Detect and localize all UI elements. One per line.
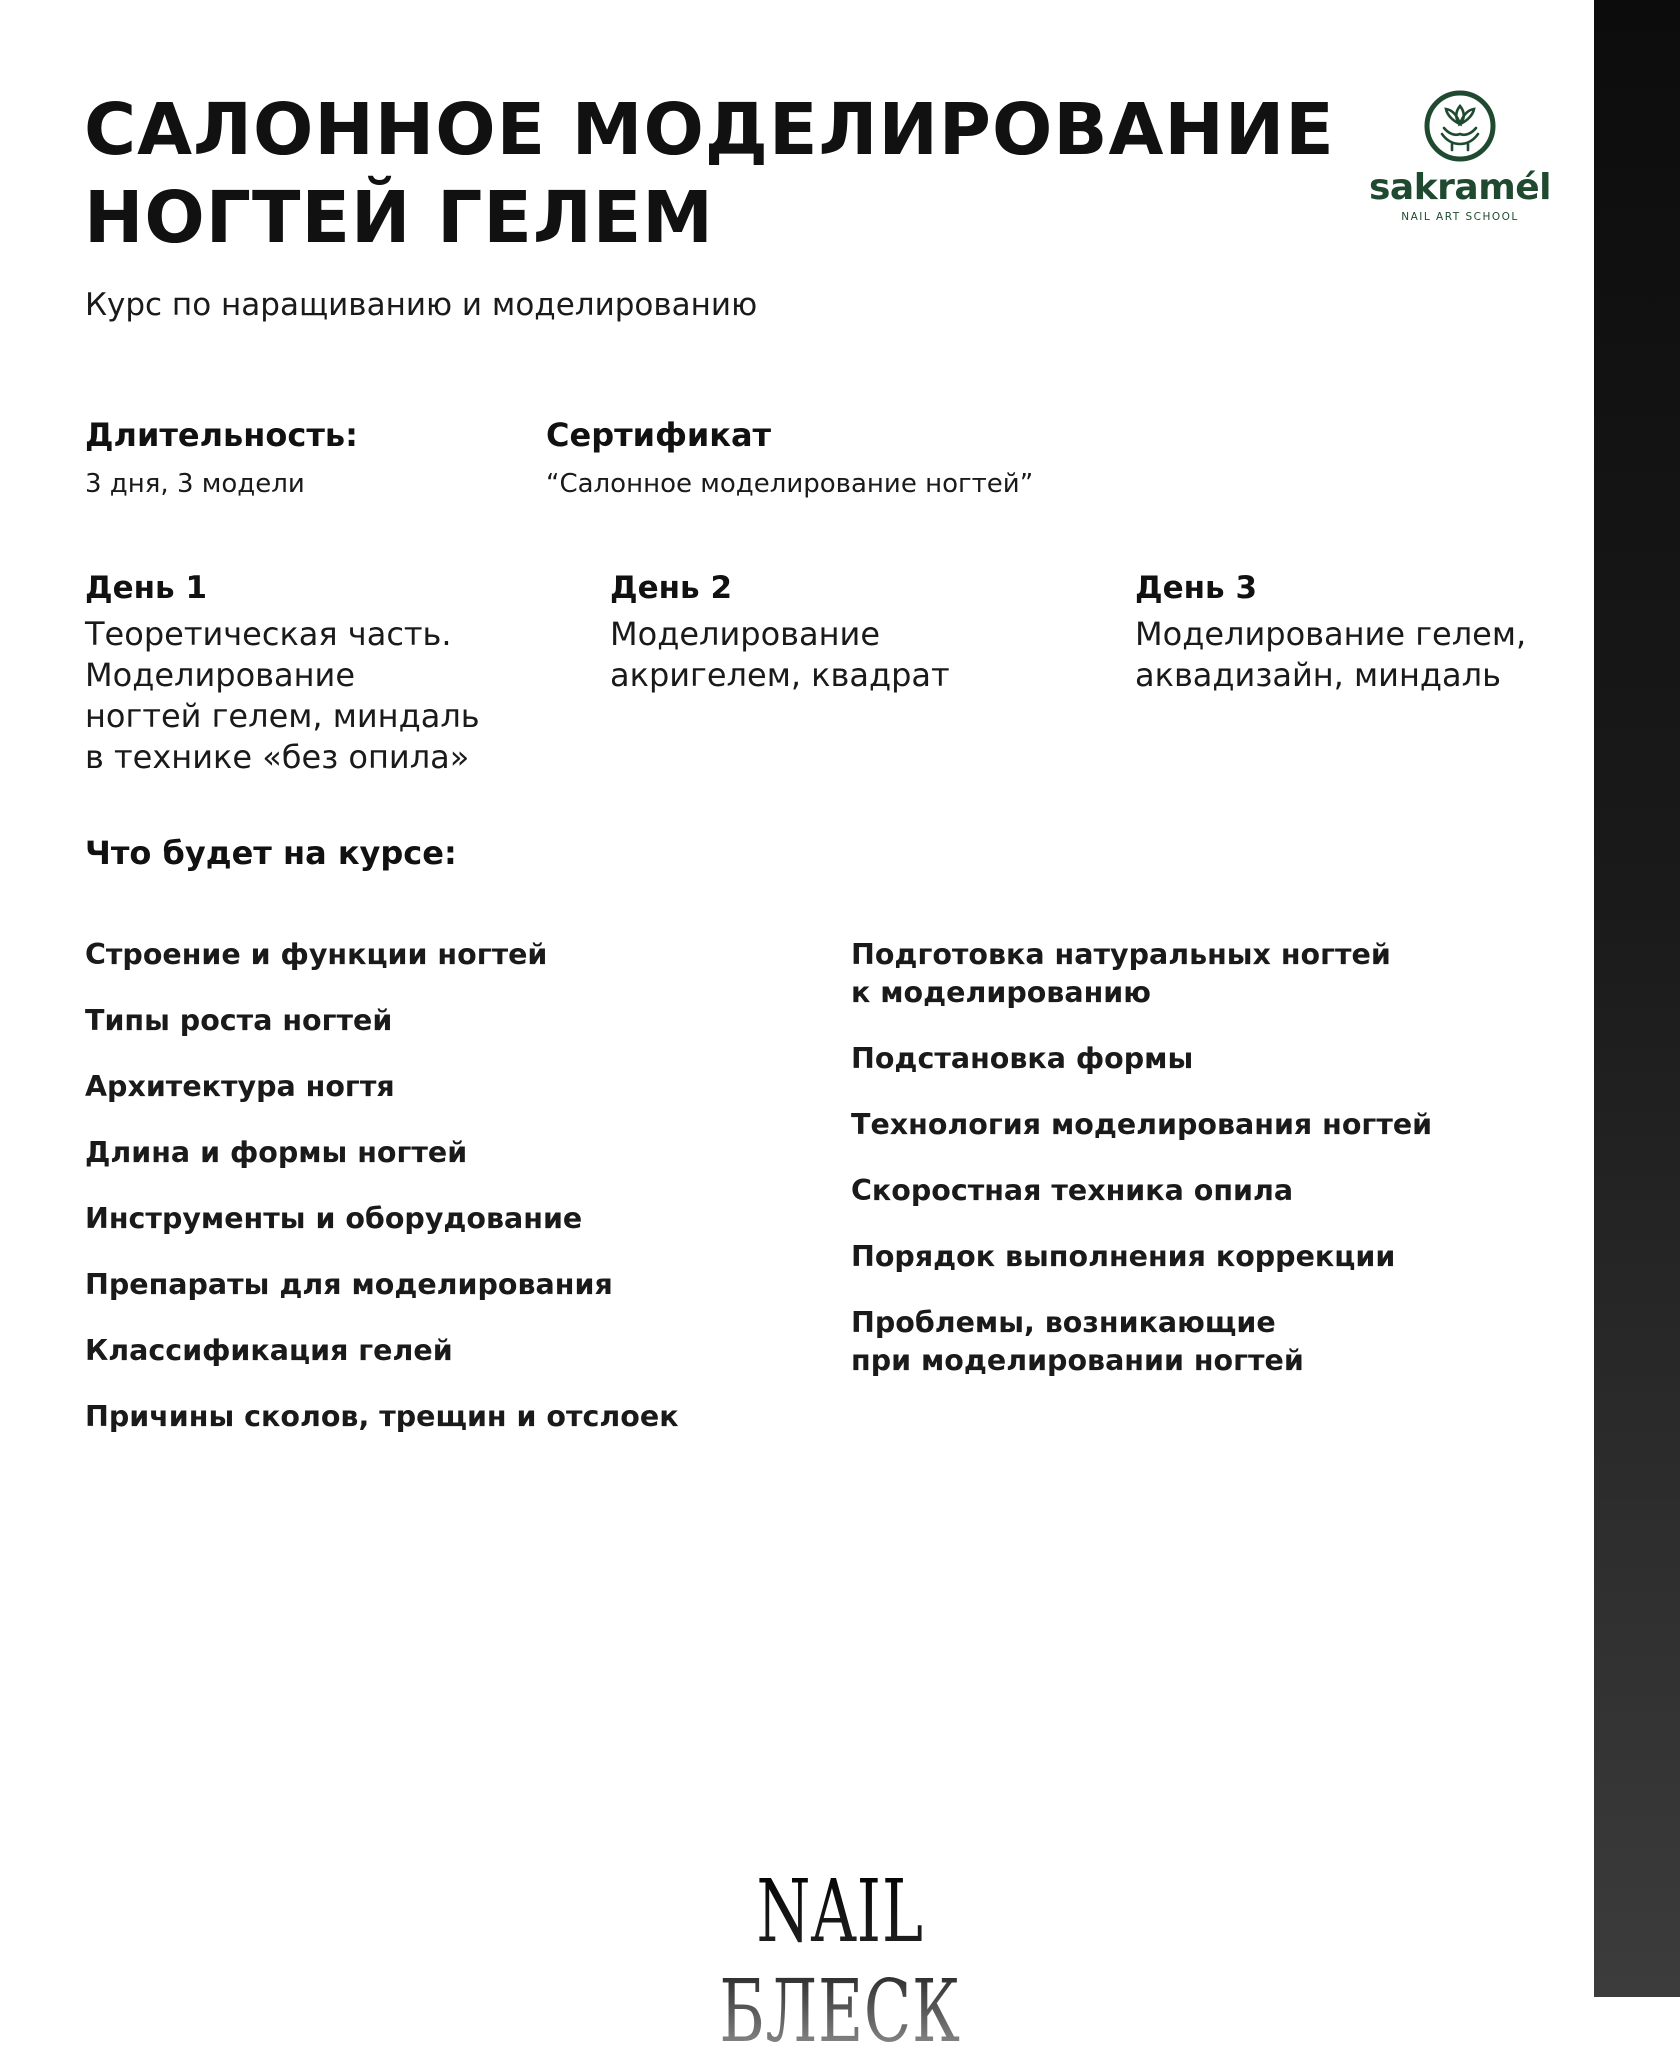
title-line-1: САЛОННОЕ МОДЕЛИРОВАНИЕ: [84, 88, 1335, 171]
list-item-line: Порядок выполнения коррекции: [851, 1240, 1396, 1273]
footer-brand: NAIL БЛЕСК: [638, 1862, 1041, 2062]
certificate-block: [546, 415, 1033, 501]
day-title: День 2: [610, 570, 733, 606]
logo-tagline: NAIL ART SCHOOL: [1401, 211, 1519, 223]
day-text-line: Моделирование: [85, 656, 356, 694]
list-item: [851, 936, 1571, 1012]
list-item-line: Скоростная техника опила: [851, 1174, 1294, 1207]
list-item: [851, 1304, 1571, 1380]
list-item: Типы роста ногтей: [85, 1004, 393, 1037]
certificate-label: Сертификат: [546, 416, 772, 454]
day-1-block: [85, 568, 565, 778]
list-item: Классификация гелей: [85, 1334, 453, 1367]
day-text-line: в технике «без опила»: [85, 738, 470, 776]
list-item: [851, 1040, 1571, 1078]
list-item: Причины сколов, трещин и отслоек: [85, 1400, 679, 1433]
day-description: [610, 614, 1090, 696]
list-item: Строение и функции ногтей: [85, 938, 548, 971]
day-text-line: Моделирование гелем,: [1135, 615, 1527, 653]
list-item-line: Технология моделирования ногтей: [851, 1108, 1433, 1141]
day-text-line: Моделирование: [610, 615, 881, 653]
page-subtitle: Курс по наращиванию и моделированию: [85, 287, 758, 323]
list-item-line: Подстановка формы: [851, 1042, 1194, 1075]
day-text-line: акригелем, квадрат: [610, 656, 950, 694]
list-item: [851, 1172, 1571, 1210]
school-logo: [1350, 88, 1570, 238]
duration-value: 3 дня, 3 модели: [85, 469, 305, 499]
list-item-line: Проблемы, возникающие: [851, 1306, 1276, 1339]
list-item-line: при моделировании ногтей: [851, 1344, 1304, 1377]
course-topics-left: [85, 936, 805, 1464]
day-title: День 1: [85, 570, 208, 606]
list-item: Архитектура ногтя: [85, 1070, 395, 1103]
day-description: [1135, 614, 1615, 696]
day-text-line: Теоретическая часть.: [85, 615, 452, 653]
lotus-hands-icon: [1422, 88, 1498, 164]
list-item-line: Подготовка натуральных ногтей: [851, 938, 1391, 971]
list-item: Препараты для моделирования: [85, 1268, 613, 1301]
day-2-block: [610, 568, 1090, 696]
duration-block: [85, 415, 358, 501]
day-description: [85, 614, 565, 778]
duration-label: Длительность:: [85, 416, 358, 454]
course-topics-right: [851, 936, 1571, 1408]
day-title: День 3: [1135, 570, 1258, 606]
dark-side-strip: [1594, 0, 1680, 1997]
list-item: Длина и формы ногтей: [85, 1136, 468, 1169]
day-3-block: [1135, 568, 1615, 696]
list-item: [851, 1238, 1571, 1276]
list-item: [851, 1106, 1571, 1144]
logo-name: sakramél: [1369, 167, 1551, 208]
day-text-line: аквадизайн, миндаль: [1135, 656, 1501, 694]
course-section-title: Что будет на курсе:: [85, 834, 457, 872]
certificate-value: “Салонное моделирование ногтей”: [546, 469, 1034, 499]
list-item: Инструменты и оборудование: [85, 1202, 583, 1235]
page-title: [84, 86, 1384, 262]
title-line-2: НОГТЕЙ ГЕЛЕМ: [84, 176, 714, 259]
day-text-line: ногтей гелем, миндаль: [85, 697, 480, 735]
list-item-line: к моделированию: [851, 976, 1151, 1009]
